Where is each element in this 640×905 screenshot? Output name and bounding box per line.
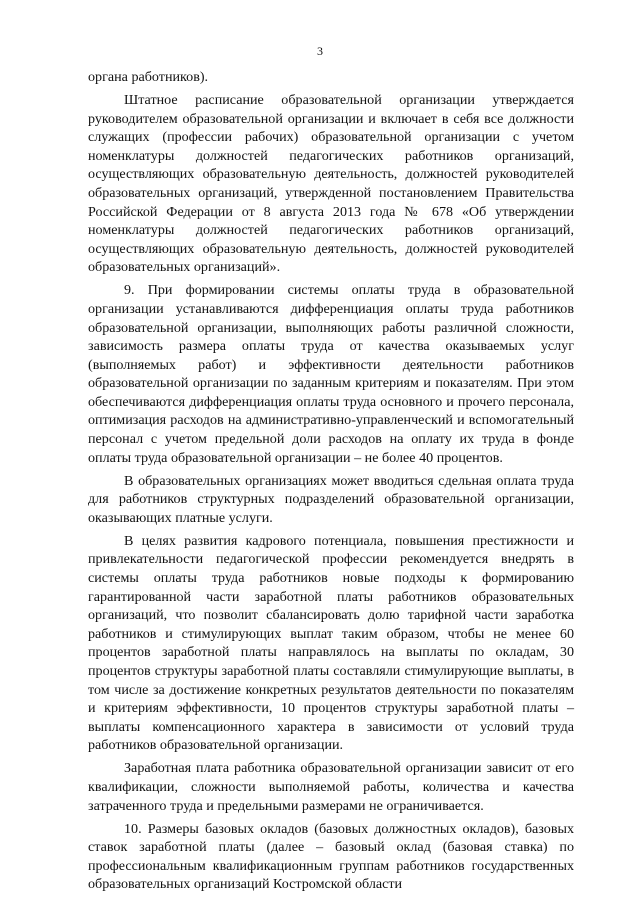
paragraph-salary-dependence: Заработная плата работника образовательной организации зависит от его квалификации, сложности выполняемой работы, количества и качества затраченного труда и предельными размерами не ограничивается. (88, 760, 574, 814)
paragraph-personnel-development: В целях развития кадрового потенциала, повышения престижности и привлекательности педагогической профессии рекомендуется внедрять в системы оплаты труда работников новые подходы к формированию гарантированной части заработной платы работников образовательных организаций, что позволит сбалансировать долю тарифной части заработка работников и стимулирующих выплат таким образом, чтобы не менее 60 процентов заработной платы направлялось на выплаты по окладам, 30 процентов структуры заработной платы составляли стимулирующие выплаты, в том числе за достижение конкретных результатов деятельности по показателям и критериям эффективности, 10 процентов структуры заработной платы – выплаты компенсационного характера в зависимости от условий труда работников образовательной организации. (88, 532, 574, 754)
paragraph-item-9: 9. При формировании системы оплаты труда в образовательной организации устанавливаются дифференциация оплаты труда работников образовательной организации, выполняющих работы различной сложности, зависимость размера оплаты труда от качества оказываемых услуг (выполняемых работ) и эффективности деятельности работников образовательной организации по заданным критериям и показателям. При этом обеспечиваются дифференциация оплаты труда основного и прочего персонала, оптимизация расходов на административно-управленческий и вспомогательный персонал с учетом предельной доли расходов на оплату их труда в фонде оплаты труда образовательной организации – не более 40 процентов. (88, 282, 574, 466)
paragraph-staff-schedule: Штатное расписание образовательной организации утверждается руководителем образовательной организации и включает в себя все должности служащих (профессии рабочих) образовательной организации с учетом номенклатуры должностей педагогических работников организаций, осуществляющих образовательную деятельность, должностей руководителей образовательных организаций, утвержденной постановлением Правительства Российской Федерации от 8 августа 2013 года № 678 «Об утверждении номенклатуры должностей педагогических работников организаций, осуществляющих образовательную деятельность, должностей руководителей образовательных организаций». (88, 91, 574, 276)
paragraph-continuation: органа работников). (88, 69, 209, 85)
paragraph-item-10: 10. Размеры базовых окладов (базовых должностных окладов), базовых ставок заработной платы (далее – базовый оклад (базовая ставка) по профессиональным квалификационным группам работников государственных образовательных организаций Костромской области (88, 820, 574, 893)
page-number: 3 (317, 44, 323, 58)
document-body (88, 68, 574, 898)
paragraph-piecework-pay: В образовательных организациях может вводиться сдельная оплата труда для работников структурных подразделений образовательной организации, оказывающих платные услуги. (88, 472, 574, 526)
